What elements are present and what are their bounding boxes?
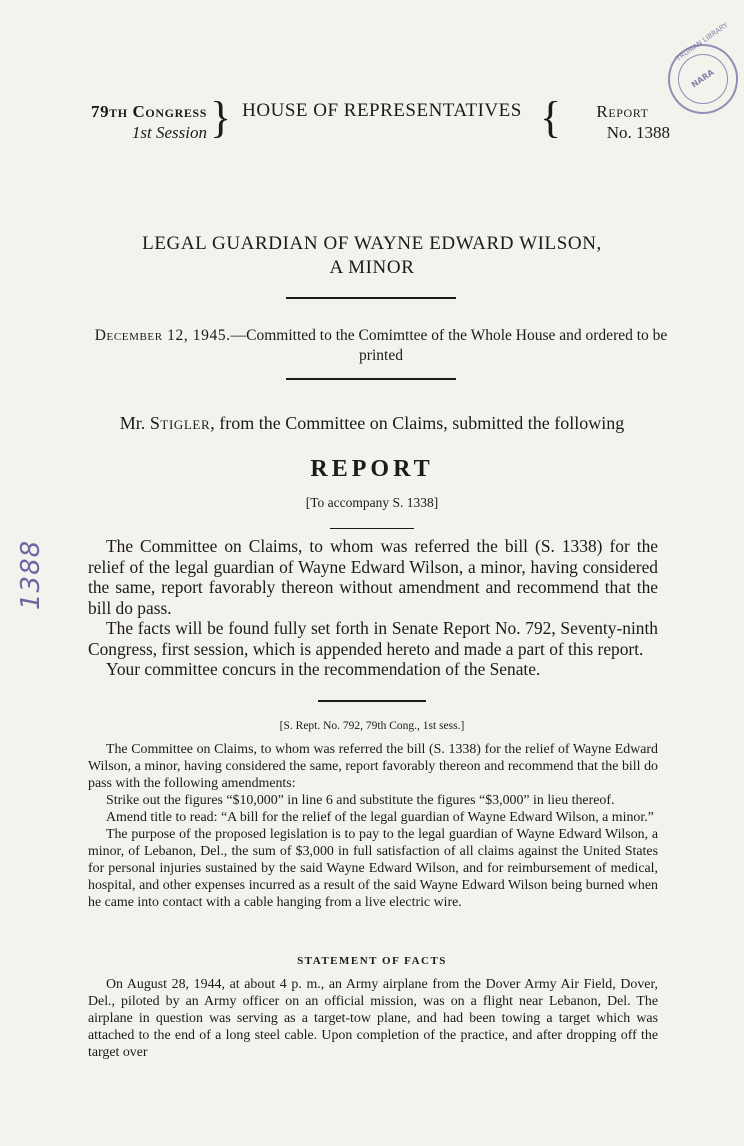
congress-label: 79th Congress <box>90 102 207 121</box>
report-heading: REPORT <box>310 456 434 482</box>
document-title <box>60 232 684 280</box>
statement-heading: STATEMENT OF FACTS <box>297 955 447 967</box>
house-report-paragraph-1: The Committee on Claims, to whom was referred the bill (S. 1338) for the relief of the legal guardian of Wayne Edward Wilson, a minor, having considered the same, report favorably thereon without amendment and recommend that the bill do pass. <box>88 536 658 618</box>
divider-rule-3 <box>330 528 414 529</box>
session-label: 1st Session <box>131 123 207 142</box>
senate-report-body <box>88 741 658 911</box>
title-line-1: LEGAL GUARDIAN OF WAYNE EDWARD WILSON, <box>142 233 602 254</box>
congress-session <box>87 101 207 143</box>
stamp-text: TRUMAN LIBRARY <box>674 21 730 63</box>
dateline-date: December 12, 1945. <box>94 327 231 344</box>
title-line-2: A MINOR <box>329 257 415 278</box>
report-number-block <box>575 101 670 143</box>
house-report-body <box>88 536 658 680</box>
senate-report-paragraph-1: The Committee on Claims, to whom was referred the bill (S. 1338) for the relief of Wayne Edward Wilson, a minor, having considered the same, report favorably thereon and recommend that the bill do pass with the following amendments: <box>88 742 658 791</box>
house-report-paragraph-2: The facts will be found fully set forth in Senate Report No. 792, Seventy-ninth Congress, first session, which is appended hereto and made a part of this report. <box>88 618 658 659</box>
submitted-line <box>60 413 684 434</box>
senate-report-paragraph-3: Amend title to read: “A bill for the relief of the legal guardian of Wayne Edward Wilson, a minor.” <box>106 810 654 825</box>
dateline <box>86 326 676 366</box>
report-number: No. 1388 <box>606 123 670 142</box>
chamber-title: HOUSE OF REPRESENTATIVES <box>242 100 522 121</box>
senate-report-paragraph-4: The purpose of the proposed legislation is to pay to the legal guardian of Wayne Edward Wilson, a minor, of Lebanon, Del., the sum of $3,000 in full satisfaction of all claims against the United States for personal injuries sustained by the said Wayne Edward Wilson, and for reimbursement of medical, hospital, and other expenses incurred as a result of the said Wayne Edward Wilson being burned when he came into contact with a cable hanging from a live electric wire. <box>88 827 658 910</box>
senate-report-paragraph-2: Strike out the figures “$10,000” in line 6 and substitute the figures “$3,000” in lieu thereof. <box>106 793 615 808</box>
senate-report-reference: [S. Rept. No. 792, 79th Cong., 1st sess.] <box>279 720 465 732</box>
handwritten-number: 1388 <box>16 539 46 610</box>
stamp-inner-text: NARA <box>689 67 716 90</box>
report-label: Report <box>596 102 649 121</box>
statement-body <box>88 976 658 1061</box>
statement-paragraph-1: On August 28, 1944, at about 4 p. m., an Army airplane from the Dover Army Air Field, Dover, Del., piloted by an Army officer on an official mission, was on a flight near Lebanon, Del. The airplane in question was serving as a target-tow plane, and had been towing a target which was attached to the end of a long steel cable. Upon completion of the practice, and after dropping off the target over <box>88 977 658 1060</box>
divider-rule-4 <box>318 700 426 702</box>
submitted-prefix: Mr. <box>119 413 150 433</box>
submitted-suffix: , from the Committee on Claims, submitted the following <box>210 413 625 433</box>
dateline-text: —Committed to the Comimttee of the Whole House and ordered to be printed <box>230 327 668 364</box>
divider-rule-2 <box>286 378 456 380</box>
right-brace: { <box>540 93 562 142</box>
left-brace: } <box>210 93 232 142</box>
house-report-paragraph-3: Your committee concurs in the recommendation of the Senate. <box>106 659 541 679</box>
divider-rule-1 <box>286 297 456 299</box>
accompany-note: [To accompany S. 1338] <box>305 495 439 510</box>
submitter-name: Stigler <box>149 413 211 433</box>
